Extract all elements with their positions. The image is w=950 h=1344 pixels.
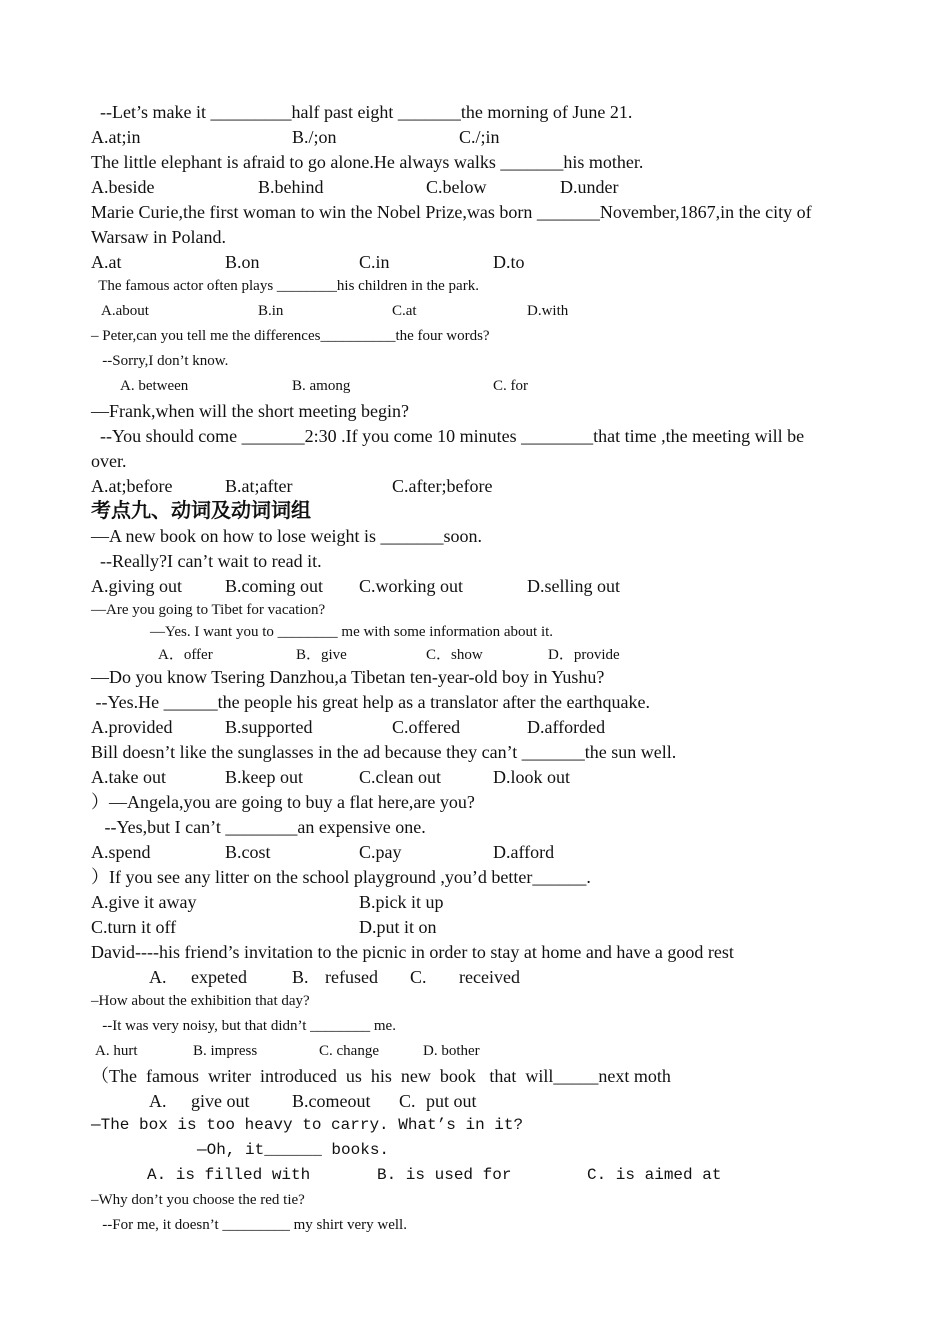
q15-option-a-letter: A.: [149, 1091, 167, 1111]
q15-option-a-text: give out: [191, 1091, 250, 1111]
q5-reply: --Sorry,I don’t know.: [91, 353, 229, 369]
q5-stem: – Peter,can you tell me the differences__________the four words?: [91, 328, 490, 344]
q16-option-c: C. is aimed at: [587, 1166, 722, 1184]
q3-option-c: C.in: [359, 252, 390, 272]
q10-option-a: A.take out: [91, 767, 166, 787]
q2-option-c: C.below: [426, 177, 487, 197]
q13-option-c-letter: C.: [410, 967, 427, 987]
q9-option-a: A.provided: [91, 717, 173, 737]
q15-stem: （The famous writer introduced us his new book that will_____next moth: [91, 1066, 671, 1086]
q7-stem: —A new book on how to lose weight is _______soon.: [91, 526, 482, 546]
q8-option-c: C．show: [426, 647, 483, 663]
q6-stem-line3: over.: [91, 451, 127, 471]
q5-option-b: B. among: [292, 378, 351, 394]
q17-stem: –Why don’t you choose the red tie?: [91, 1192, 305, 1208]
q7-option-c: C.working out: [359, 576, 464, 596]
q4-option-a: A.about: [101, 303, 149, 319]
q14-option-d: D. bother: [423, 1043, 480, 1059]
q13-option-a-text: expeted: [191, 967, 247, 987]
q7-option-b: B.coming out: [225, 576, 323, 596]
q13-option-b-text: refused: [325, 967, 378, 987]
q2-stem: The little elephant is afraid to go alone.He always walks _______his mother.: [91, 152, 644, 172]
q3-option-b: B.on: [225, 252, 260, 272]
q1-option-b: B./;on: [292, 127, 337, 147]
q16-option-b: B. is used for: [377, 1166, 512, 1184]
q10-stem: Bill doesn’t like the sunglasses in the ad because they can’t _______the sun well.: [91, 742, 677, 762]
q6-stem-line2: --You should come _______2:30 .If you come 10 minutes ________that time ,the meeting will be: [91, 426, 805, 446]
q1-stem: --Let’s make it _________half past eight _______the morning of June 21.: [91, 102, 633, 122]
q8-reply: —Yes. I want you to ________ me with some information about it.: [150, 624, 554, 640]
q6-stem-line1: —Frank,when will the short meeting begin?: [91, 401, 409, 421]
q7-reply: --Really?I can’t wait to read it.: [91, 551, 322, 571]
q10-option-d: D.look out: [493, 767, 571, 787]
q1-option-a: A.at;in: [91, 127, 141, 147]
q2-option-a: A.beside: [91, 177, 155, 197]
q3-option-a: A.at: [91, 252, 122, 272]
q10-option-b: B.keep out: [225, 767, 303, 787]
q3-stem-line1: Marie Curie,the first woman to win the Nobel Prize,was born _______November,1867,in the city of: [91, 202, 812, 222]
q11-option-a: A.spend: [91, 842, 151, 862]
q4-option-d: D.with: [527, 303, 569, 319]
q14-stem: –How about the exhibition that day?: [91, 993, 310, 1009]
q14-option-a: A. hurt: [95, 1043, 138, 1059]
q7-option-a: A.giving out: [91, 576, 183, 596]
q2-option-b: B.behind: [258, 177, 324, 197]
section-heading: 考点九、动词及动词词组: [91, 498, 311, 522]
q13-stem: David----his friend’s invitation to the picnic in order to stay at home and have a good rest: [91, 942, 734, 962]
q16-option-a: A. is filled with: [147, 1166, 311, 1184]
q4-option-c: C.at: [392, 303, 417, 319]
q5-option-c: C. for: [493, 378, 528, 394]
q4-option-b: B.in: [258, 303, 284, 319]
q8-stem: —Are you going to Tibet for vacation?: [91, 602, 326, 618]
q7-option-d: D.selling out: [527, 576, 620, 596]
q12-option-a: A.give it away: [91, 892, 197, 912]
q11-reply: --Yes,but I can’t ________an expensive one.: [91, 817, 426, 837]
q10-option-c: C.clean out: [359, 767, 441, 787]
q12-option-b: B.pick it up: [359, 892, 444, 912]
q3-option-d: D.to: [493, 252, 525, 272]
q6-option-a: A.at;before: [91, 476, 173, 496]
q14-reply: --It was very noisy, but that didn’t ________ me.: [91, 1018, 396, 1034]
q15-option-c-letter: C.: [399, 1091, 416, 1111]
q5-option-a: A. between: [120, 378, 189, 394]
q9-option-d: D.afforded: [527, 717, 606, 737]
q16-reply: —Oh, it______ books.: [197, 1141, 390, 1159]
q17-reply: --For me, it doesn’t _________ my shirt very well.: [91, 1217, 407, 1233]
q4-stem: The famous actor often plays ________his children in the park.: [91, 278, 479, 294]
q13-option-b-letter: B.: [292, 967, 309, 987]
q8-option-a: A．offer: [158, 647, 213, 663]
q16-stem: —The box is too heavy to carry. What’s in it?: [91, 1116, 524, 1134]
q15-option-c-text: put out: [426, 1091, 477, 1111]
q6-option-c: C.after;before: [392, 476, 493, 496]
q11-option-b: B.cost: [225, 842, 271, 862]
q9-reply: --Yes.He ______the people his great help as a translator after the earthquake.: [91, 692, 650, 712]
q14-option-c: C. change: [319, 1043, 379, 1059]
q2-option-d: D.under: [560, 177, 619, 197]
q8-option-d: D．provide: [548, 647, 620, 663]
q9-option-c: C.offered: [392, 717, 461, 737]
q8-option-b: B．give: [296, 647, 347, 663]
q12-option-d: D.put it on: [359, 917, 437, 937]
q9-option-b: B.supported: [225, 717, 313, 737]
q11-option-d: D.afford: [493, 842, 555, 862]
q14-option-b: B. impress: [193, 1043, 258, 1059]
q1-option-c: C./;in: [459, 127, 500, 147]
q13-option-a-letter: A.: [149, 967, 167, 987]
q13-option-c-text: received: [459, 967, 520, 987]
q12-stem: ）If you see any litter on the school playground ,you’d better______.: [91, 867, 591, 887]
q6-option-b: B.at;after: [225, 476, 293, 496]
q11-stem: ）—Angela,you are going to buy a flat here,are you?: [91, 792, 475, 812]
q3-stem-line2: Warsaw in Poland.: [91, 227, 227, 247]
q15-option-b: B.comeout: [292, 1091, 371, 1111]
q11-option-c: C.pay: [359, 842, 402, 862]
q12-option-c: C.turn it off: [91, 917, 177, 937]
q9-stem: —Do you know Tsering Danzhou,a Tibetan ten-year-old boy in Yushu?: [91, 667, 605, 687]
